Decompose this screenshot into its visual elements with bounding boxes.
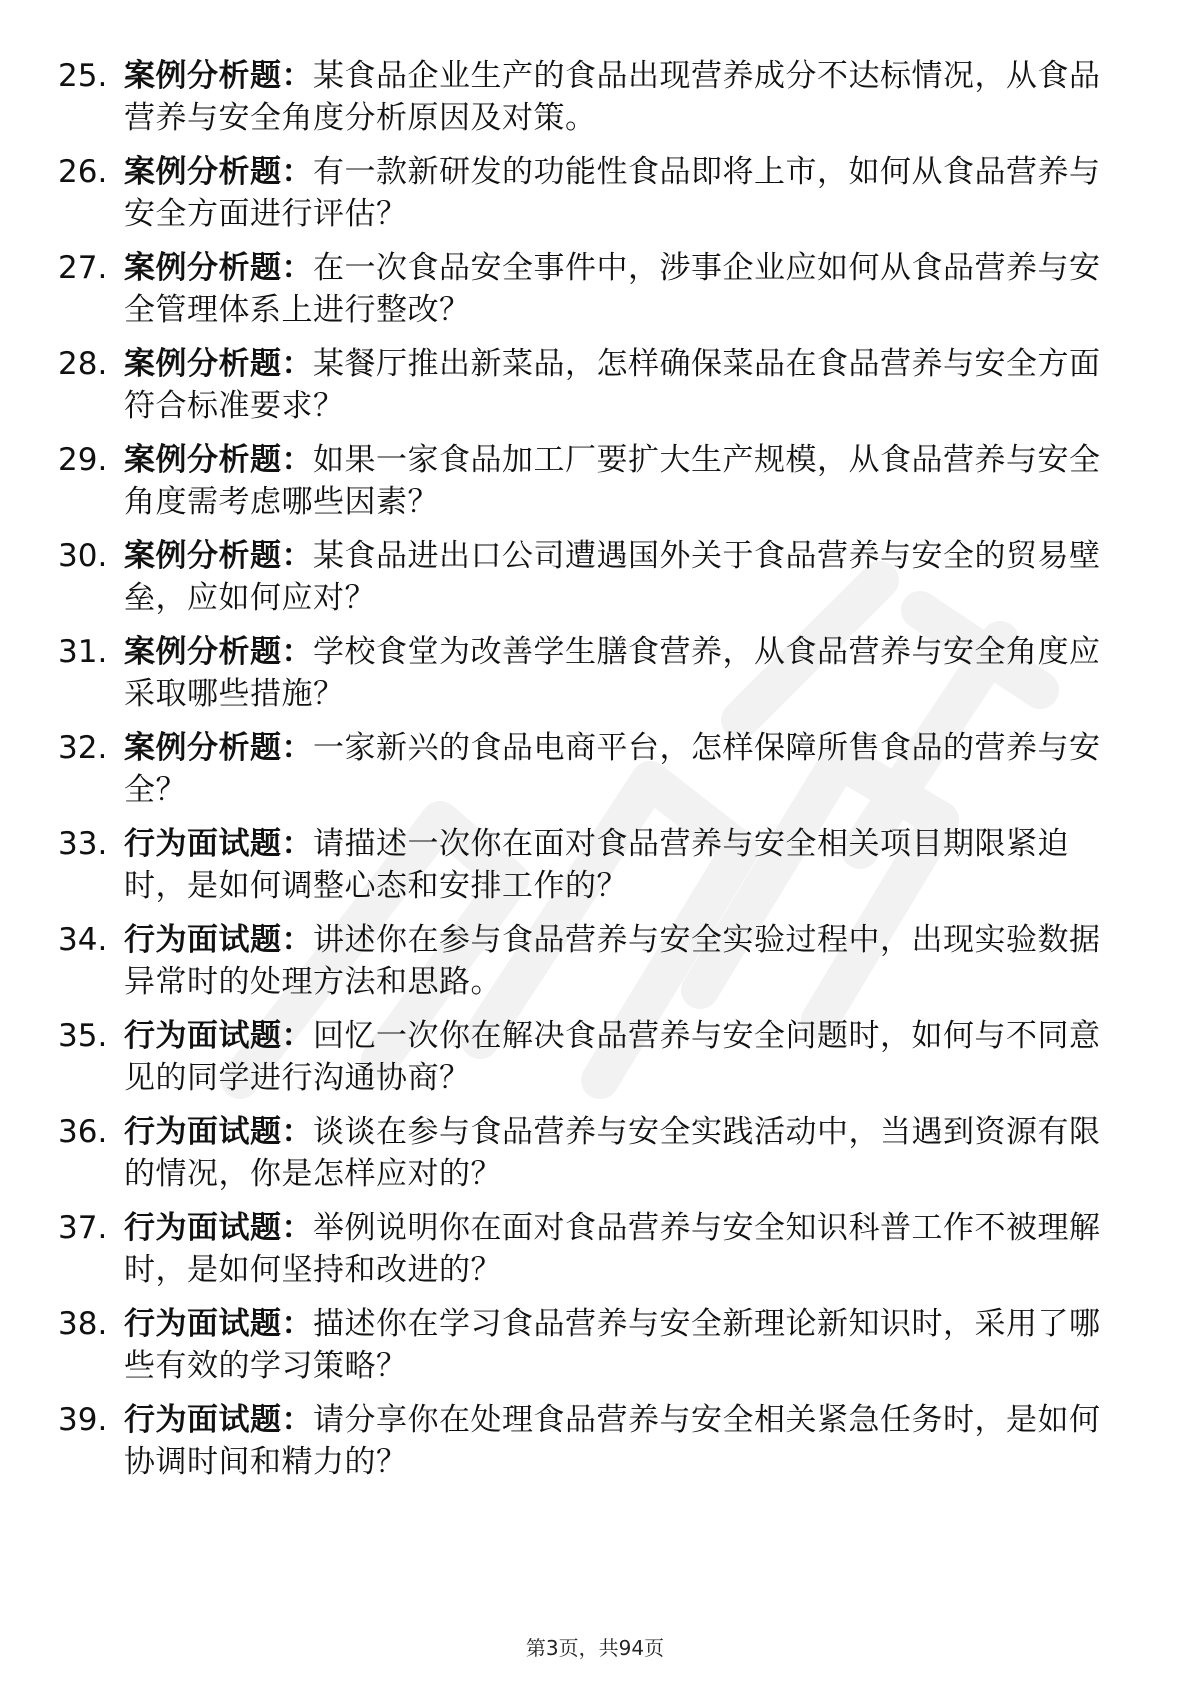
question-number: 27. [58,250,108,286]
question-number: 34. [58,922,108,958]
question-number: 33. [58,826,108,862]
question-item [58,1303,1118,1399]
question-item [58,1207,1118,1303]
question-number: 28. [58,346,108,382]
question-text [124,919,1114,1003]
question-body: 在一次食品安全事件中，涉事企业应如何从食品营养与安全管理体系上进行整改？ [124,250,1101,328]
question-text [124,631,1114,715]
question-type: 行为面试题： [124,1306,313,1342]
question-text [124,727,1114,811]
question-body: 谈谈在参与食品营养与安全实践活动中，当遇到资源有限的情况，你是怎样应对的？ [124,1114,1101,1192]
question-number: 36. [58,1114,108,1150]
question-type: 行为面试题： [124,1114,313,1150]
question-body: 某餐厅推出新菜品，怎样确保菜品在食品营养与安全方面符合标准要求？ [124,346,1101,424]
question-type: 行为面试题： [124,922,313,958]
question-type: 案例分析题： [124,250,313,286]
question-type: 案例分析题： [124,538,313,574]
question-number: 30. [58,538,108,574]
question-item [58,1015,1118,1111]
question-type: 案例分析题： [124,634,313,670]
question-type: 行为面试题： [124,1018,313,1054]
question-body: 描述你在学习食品营养与安全新理论新知识时，采用了哪些有效的学习策略？ [124,1306,1101,1384]
question-number: 39. [58,1402,108,1438]
question-body: 一家新兴的食品电商平台，怎样保障所售食品的营养与安全？ [124,730,1101,808]
question-item [58,55,1118,151]
question-body: 学校食堂为改善学生膳食营养，从食品营养与安全角度应采取哪些措施？ [124,634,1101,712]
question-body: 请描述一次你在面对食品营养与安全相关项目期限紧迫时，是如何调整心态和安排工作的？ [124,826,1069,904]
question-number: 25. [58,58,108,94]
question-body: 有一款新研发的功能性食品即将上市，如何从食品营养与安全方面进行评估？ [124,154,1101,232]
question-text [124,1399,1114,1483]
question-type: 案例分析题： [124,154,313,190]
question-body: 举例说明你在面对食品营养与安全知识科普工作不被理解时，是如何坚持和改进的？ [124,1210,1101,1288]
question-text [124,1207,1114,1291]
question-number: 29. [58,442,108,478]
question-item [58,727,1118,823]
question-item [58,439,1118,535]
question-body: 讲述你在参与食品营养与安全实验过程中，出现实验数据异常时的处理方法和思路。 [124,922,1101,1000]
question-item [58,1399,1118,1495]
question-text [124,247,1114,331]
question-number: 31. [58,634,108,670]
page-number: 第3页，共94页 [525,1636,665,1660]
question-body: 回忆一次你在解决食品营养与安全问题时，如何与不同意见的同学进行沟通协商？ [124,1018,1101,1096]
question-item [58,343,1118,439]
question-number: 26. [58,154,108,190]
question-item [58,631,1118,727]
question-item [58,535,1118,631]
question-number: 35. [58,1018,108,1054]
question-text [124,151,1114,235]
question-item [58,151,1118,247]
question-item [58,247,1118,343]
question-number: 37. [58,1210,108,1246]
question-type: 案例分析题： [124,442,313,478]
question-body: 某食品进出口公司遭遇国外关于食品营养与安全的贸易壁垒，应如何应对？ [124,538,1101,616]
question-text [124,343,1114,427]
question-type: 行为面试题： [124,826,313,862]
question-body: 如果一家食品加工厂要扩大生产规模，从食品营养与安全角度需考虑哪些因素？ [124,442,1101,520]
question-type: 案例分析题： [124,346,313,382]
question-text [124,55,1114,139]
question-body: 某食品企业生产的食品出现营养成分不达标情况，从食品营养与安全角度分析原因及对策。 [124,58,1101,136]
question-text [124,823,1114,907]
question-type: 案例分析题： [124,58,313,94]
question-text [124,1111,1114,1195]
question-text [124,1015,1114,1099]
question-type: 案例分析题： [124,730,313,766]
question-item [58,823,1118,919]
question-body: 请分享你在处理食品营养与安全相关紧急任务时，是如何协调时间和精力的？ [124,1402,1101,1480]
question-text [124,1303,1114,1387]
question-text [124,535,1114,619]
question-item [58,1111,1118,1207]
question-type: 行为面试题： [124,1210,313,1246]
question-number: 32. [58,730,108,766]
question-item [58,919,1118,1015]
question-number: 38. [58,1306,108,1342]
question-text [124,439,1114,523]
question-type: 行为面试题： [124,1402,313,1438]
